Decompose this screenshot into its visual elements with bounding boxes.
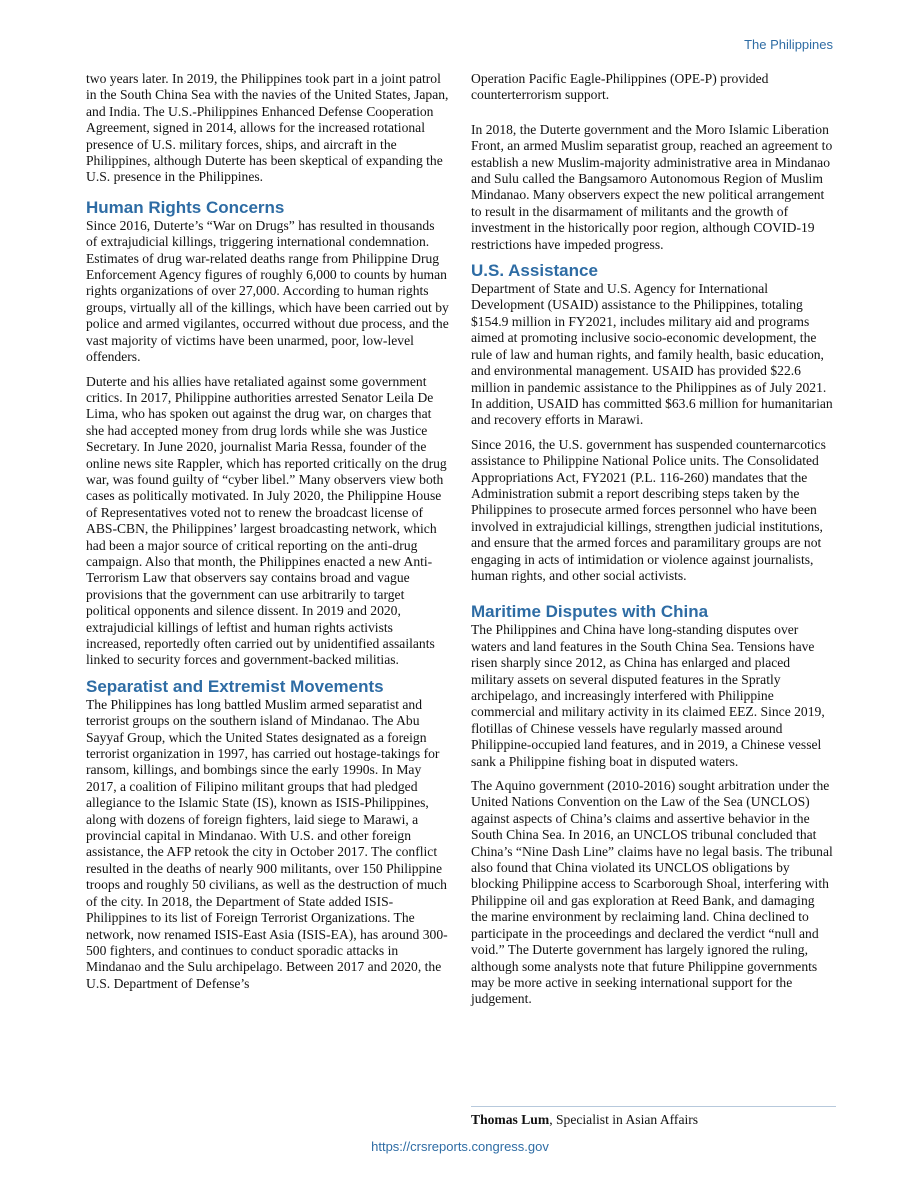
section-heading-human-rights: Human Rights Concerns [86,197,285,217]
section-heading-us-assistance: U.S. Assistance [471,261,598,281]
right-column [471,71,834,1016]
section-heading-separatist: Separatist and Extremist Movements [86,676,384,696]
intro-paragraph: two years later. In 2019, the Philippines took part in a joint patrol in the South China Sea with the navies of the United States, Japan, and India. The U.S.-Philippines Enhanced Defense Cooperation Agreement, signed in 2014, allows for the increased rotational presence of U.S. military forces, ships, and aircraft in the Philippines, although Duterte has been skeptical of expanding the U.S. presence in the Philippines. [86,71,449,185]
author-name: Thomas Lum [471,1112,550,1127]
running-header-title: The Philippines [744,37,833,52]
footer-url-link[interactable]: https://crsreports.congress.gov [371,1139,549,1154]
section-heading-maritime: Maritime Disputes with China [471,602,709,622]
human-rights-paragraph-1: Since 2016, Duterte’s “War on Drugs” has resulted in thousands of extrajudicial killings, triggering international condemnation. Estimates of drug war-related deaths range from Philippine Drug Enforcement Agency figures of roughly 6,000 to counts by human rights organizations of over 27,000. According to human rights groups, virtually all of the killings, which have been carried out by police and armed vigilantes, occurred without due process, and the vast majority of victims have been unarmed, poor, low-level offenders. [86,217,449,365]
us-assistance-paragraph-1: Department of State and U.S. Agency for International Development (USAID) assistance to the Philippines, totaling $154.9 million in FY2021, includes military aid and programs aimed at promoting inclusive socio-economic development, the rule of law and human rights, and family health, basic education, and environmental management. USAID has provided $22.6 million in pandemic assistance to the Philippines as of July 2021. In addition, USAID has committed $63.6 million for humanitarian and recovery efforts in Marawi. [471,281,833,428]
author-credit [471,1112,698,1128]
us-assistance-paragraph-2: Since 2016, the U.S. government has suspended counternarcotics assistance to Philippine National Police units. The Consolidated Appropriations Act, FY2021 (P.L. 116-260) mandates that the Administration submit a report describing steps taken by the Philippines to prosecute armed forces personnel who have been involved in extrajudicial killings, strengthen judicial institutions, and ensure that the armed forces and paramilitary groups are not engaging in acts of intimidation or violence against journalists, human rights, and other social activists. [471,436,826,583]
author-title: , Specialist in Asian Affairs [549,1112,699,1127]
separatist-paragraph-1: The Philippines has long battled Muslim armed separatist and terrorist groups on the southern island of Mindanao. The Abu Sayyaf Group, which the United States designated as a foreign terrorist organization in 1997, has carried out hostage-takings for ransom, killings, and bombings since the early 1990s. In May 2017, a coalition of Filipino militant groups that had pledged allegiance to the Islamic State (IS), known as ISIS-Philippines, along with dozens of foreign fighters, laid siege to Marawi, a provincial capital in Mindanao. With U.S. and other foreign assistance, the AFP retook the city in October 2017. The conflict resulted in the deaths of nearly 900 militants, over 150 Philippine troops and roughly 50 civilians, as well as the destruction of much of the city. In 2018, the Department of State added ISIS-Philippines to its list of Foreign Terrorist Organizations. The network, now renamed ISIS-East Asia (ISIS-EA), has around 300-500 fighters, and continues to conduct sporadic attacks in Mindanao and the Sulu archipelago. Between 2017 and 2020, the U.S. Department of Defense’s [86,696,448,991]
author-divider [471,1106,836,1107]
maritime-paragraph-1: The Philippines and China have long-standing disputes over waters and land features in the South China Sea. Tensions have risen sharply since 2012, as China has enlarged and placed military assets on several disputed features in the Spratly archipelago, and increasingly interfered with Philippine commercial and military activity in its claimed EEZ. Since 2019, flotillas of Chinese vessels have regularly massed around Philippine-occupied land features, and in 2019, a Chinese vessel sank a Philippine fishing boat in disputed waters. [471,622,825,769]
ope-paragraph: Operation Pacific Eagle-Philippines (OPE-P) provided counterterrorism support. [471,71,769,103]
milf-paragraph: In 2018, the Duterte government and the Moro Islamic Liberation Front, an armed Muslim separatist group, reached an agreement to establish a new Muslim-majority administrative area in Mindanao and Sulu called the Bangsamoro Autonomous Region of Muslim Mindanao. Many observers expect the new political arrangement to result in the disarmament of militants and the growth of investment in the historically poor region, although COVID-19 restrictions have impeded progress. [471,121,833,252]
left-column [86,71,449,1000]
maritime-paragraph-2: The Aquino government (2010-2016) sought arbitration under the United Nations Convention on the Law of the Sea (UNCLOS) against aspects of China’s claims and assertive behavior in the South China Sea. In 2016, an UNCLOS tribunal concluded that China’s “Nine Dash Line” claims have no legal basis. The tribunal also found that China violated its UNCLOS obligations by blocking Philippine access to Scarborough Shoal, interfering with Philippine oil and gas exploration at Reed Bank, and damaging the marine environment by reclaiming land. China declined to participate in the proceedings and declared the verdict “null and void.” The Duterte government has largely ignored the ruling, although some analysts note that future Philippine governments may be more active in seeking international support for the judgement. [471,778,833,1007]
human-rights-paragraph-2: Duterte and his allies have retaliated against some government critics. In 2017, Philippine authorities arrested Senator Leila De Lima, who has spoken out against the drug war, on charges that she had accepted money from drug lords while she was Justice Secretary. In June 2020, journalist Maria Ressa, founder of the online news site Rappler, which has reported critically on the drug war, was found guilty of “cyber libel.” Many observers view both cases as politically motivated. In July 2020, the Philippine House of Representatives voted not to renew the broadcast license of ABS-CBN, the Philippines’ largest broadcasting network, which had been a major source of critical reporting on the anti-drug campaign. Also that month, the Philippines enacted a new Anti-Terrorism Law that observers say contains broad and vague provisions that the government can use arbitrarily to target political opponents and silence dissent. In 2019 and 2020, extrajudicial killings of leftist and human rights activists increased, reportedly often carried out by unidentified assailants linked to security forces and government-backed militias. [86,373,447,668]
